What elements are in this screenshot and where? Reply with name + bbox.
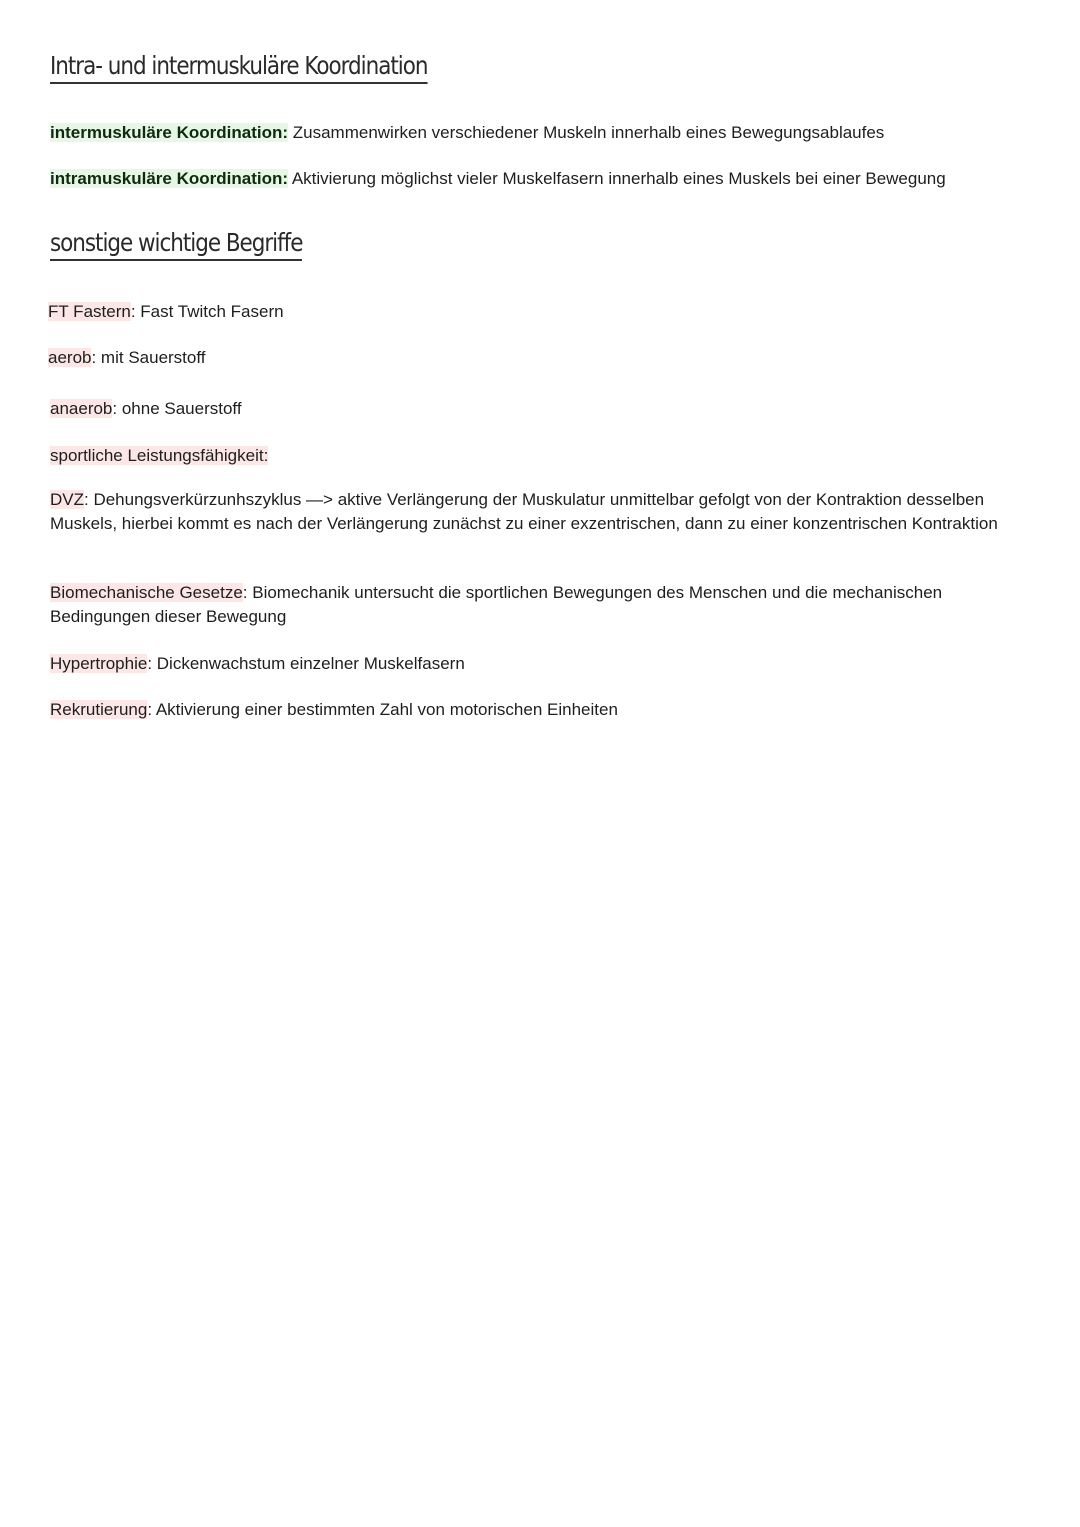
definition-text: : ohne Sauerstoff	[112, 399, 242, 418]
definition-text: : Fast Twitch Fasern	[130, 302, 284, 321]
term: sportliche Leistungsfähigkeit:	[50, 446, 269, 465]
term: aerob	[48, 348, 92, 367]
definition-text: Zusammenwirken verschiedener Muskeln innerhalb eines Bewegungsablaufes	[288, 123, 885, 142]
term: FT Fastern	[48, 302, 131, 321]
term: anaerob	[50, 399, 113, 418]
definition-text: : Aktivierung einer bestimmten Zahl von motorischen Einheiten	[147, 700, 618, 719]
definition-text: : Dickenwachstum einzelner Muskelfasern	[147, 654, 465, 673]
definition-rekrutierung	[50, 698, 1040, 722]
term: Rekrutierung	[50, 700, 148, 719]
definition-intermuskulaere-koordination	[50, 121, 1040, 145]
definition-sportliche-leistungsfaehigkeit	[50, 444, 1040, 468]
definition-text: : Biomechanik untersucht die sportlichen Bewegungen des Menschen und die mechanischen Bedingungen dieser Bewegung	[50, 583, 943, 626]
term: intermuskuläre Koordination:	[50, 123, 289, 142]
definition-ft-fasern	[48, 300, 1038, 324]
definition-biomechanische-gesetze	[50, 581, 1040, 629]
definition-intramuskulaere-koordination	[50, 167, 1040, 191]
section-heading-koordination: Intra- und intermuskuläre Koordination	[50, 52, 427, 84]
definition-aerob	[48, 346, 1038, 370]
definition-hypertrophie	[50, 652, 1040, 676]
term: intramuskuläre Koordination:	[50, 169, 289, 188]
definition-text: : mit Sauerstoff	[91, 348, 206, 367]
term: DVZ	[50, 490, 84, 509]
definition-text: Aktivierung möglichst vieler Muskelfasern innerhalb eines Muskels bei einer Bewegung	[288, 169, 946, 188]
definition-anaerob	[50, 397, 1040, 421]
definition-dvz	[50, 488, 1040, 536]
term: Biomechanische Gesetze	[50, 583, 243, 602]
definition-text: : Dehungsverkürzunhszyklus —> aktive Verlängerung der Muskulatur unmittelbar gefolgt von der Kontraktion desselben Muskels, hierbei kommt es nach der Verlängerung zunächst zu einer exzentrischen, dann zu einer konzentrischen Kontraktion	[50, 490, 998, 533]
section-heading-begriffe: sonstige wichtige Begriffe	[50, 229, 302, 261]
term: Hypertrophie	[50, 654, 148, 673]
